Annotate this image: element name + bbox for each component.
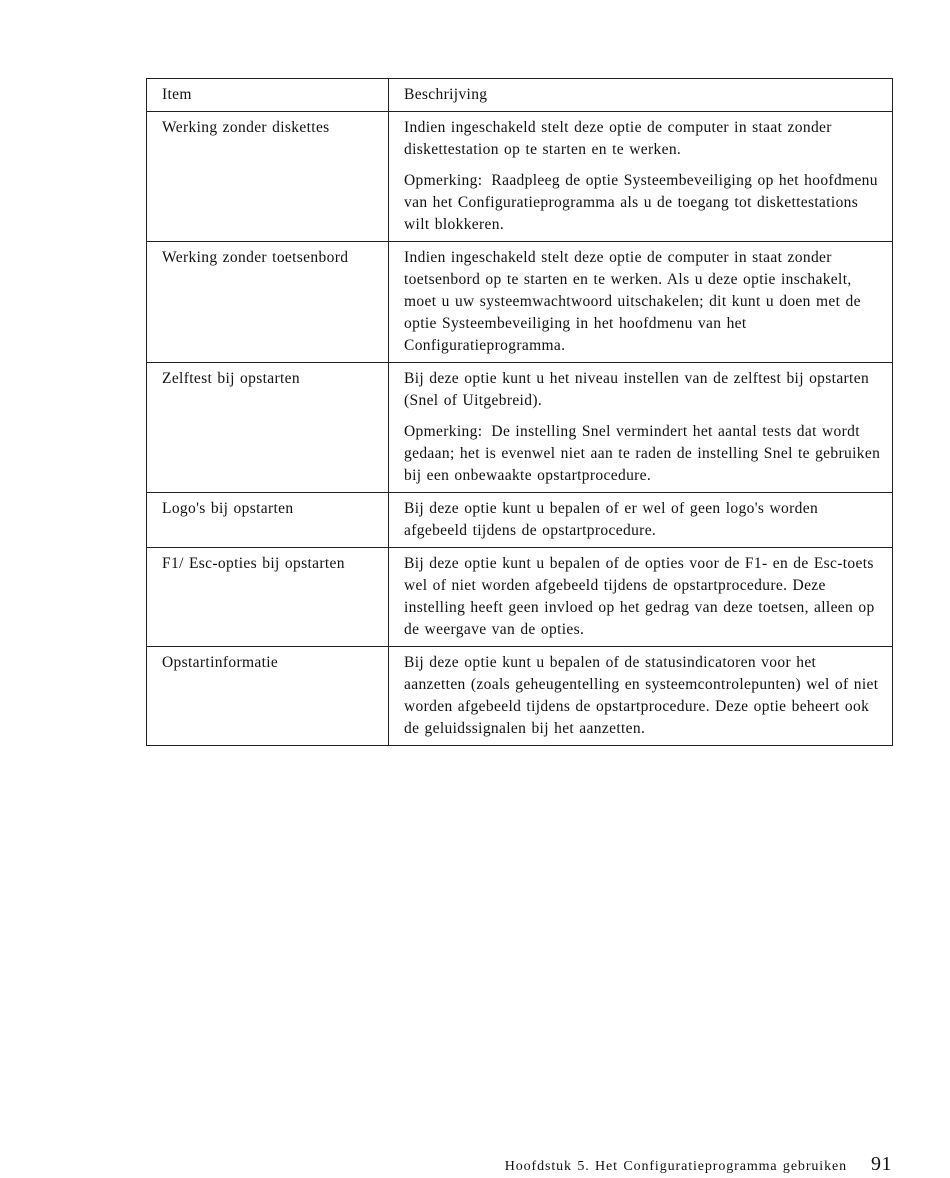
item-cell: F1/ Esc-opties bij opstarten [147, 548, 389, 647]
note [404, 421, 882, 487]
description-cell [389, 242, 893, 363]
item-cell: Werking zonder toetsenbord [147, 242, 389, 363]
note-text: De instelling Snel vermindert het aantal tests dat wordt gedaan; het is evenwel niet aan te raden de instelling Snel te gebruiken bij een onbewaakte opstartprocedure. [404, 423, 881, 484]
note [404, 170, 882, 236]
description-cell [389, 647, 893, 746]
column-header-item: Item [147, 79, 389, 112]
description-text: Bij deze optie kunt u het niveau instellen van de zelftest bij opstarten (Snel of Uitgebreid). [404, 370, 870, 409]
note-label: Opmerking: [404, 423, 483, 440]
description-text: Indien ingeschakeld stelt deze optie de computer in staat zonder diskettestation op te starten en te werken. [404, 119, 832, 158]
description-text: Bij deze optie kunt u bepalen of de statusindicatoren voor het aanzetten (zoals geheugentelling en systeemcontrolepunten) wel of niet worden afgebeeld tijdens de opstartprocedure. Deze optie beheert ook de geluidssignalen bij het aanzetten. [404, 654, 879, 737]
table-row [147, 647, 893, 746]
chapter-title: Hoofdstuk 5. Het Configuratieprogramma gebruiken [504, 1159, 847, 1174]
table-row [147, 363, 893, 493]
description-text: Bij deze optie kunt u bepalen of er wel of geen logo's worden afgebeeld tijdens de opstartprocedure. [404, 500, 819, 539]
note-label: Opmerking: [404, 172, 483, 189]
description-cell [389, 363, 893, 493]
description-text: Bij deze optie kunt u bepalen of de opties voor de F1- en de Esc-toets wel of niet worden afgebeeld tijdens de opstartprocedure. Deze instelling heeft geen invloed op het gedrag van deze toetsen, alleen op de weergave van de opties. [404, 555, 875, 638]
item-cell: Opstartinformatie [147, 647, 389, 746]
table-row [147, 112, 893, 242]
table-row [147, 493, 893, 548]
column-header-description: Beschrijving [389, 79, 893, 112]
item-cell: Werking zonder diskettes [147, 112, 389, 242]
description-text: Indien ingeschakeld stelt deze optie de computer in staat zonder toetsenbord op te starten en te werken. Als u deze optie inschakelt, moet u uw systeemwachtwoord uitschakelen; dit kunt u doen met de optie Systeembeveiliging in het hoofdmenu van het Configuratieprogramma. [404, 249, 861, 354]
table-row [147, 548, 893, 647]
item-cell: Logo's bij opstarten [147, 493, 389, 548]
description-cell [389, 493, 893, 548]
page-number: 91 [871, 1153, 892, 1175]
page-footer [505, 1153, 892, 1176]
settings-table [146, 78, 893, 746]
description-cell [389, 112, 893, 242]
table-row [147, 242, 893, 363]
item-cell: Zelftest bij opstarten [147, 363, 389, 493]
note-text: Raadpleeg de optie Systeembeveiliging op het hoofdmenu van het Configuratieprogramma als u de toegang tot diskettestations wilt blokkeren. [404, 172, 878, 233]
table-header-row [147, 79, 893, 112]
description-cell [389, 548, 893, 647]
